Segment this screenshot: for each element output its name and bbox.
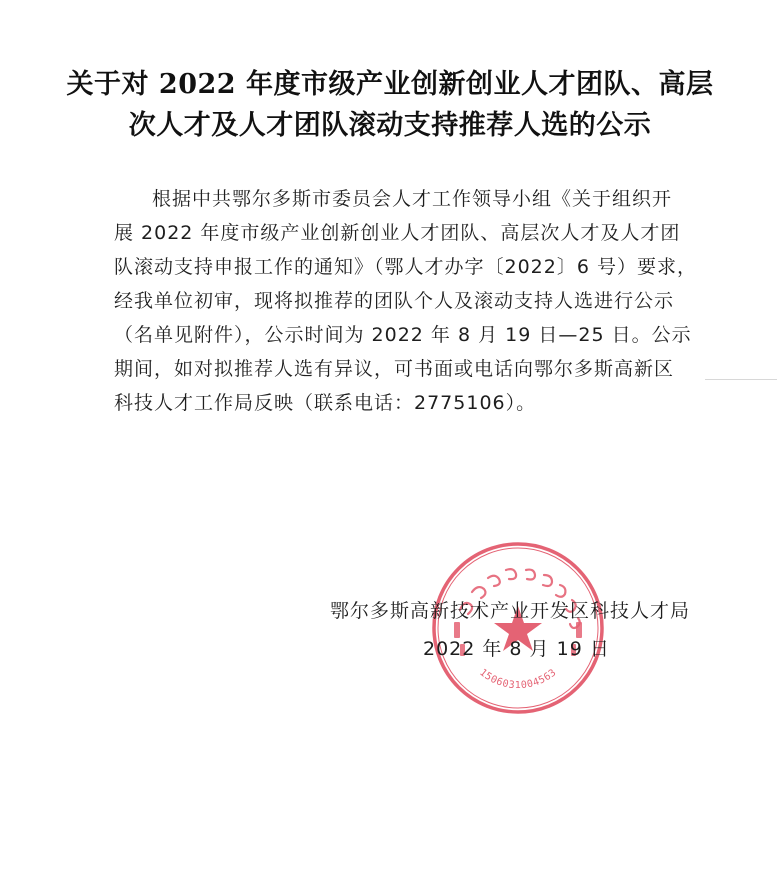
issue-date: 2022 年 8 月 19 日: [423, 638, 610, 660]
issuing-organization: 鄂尔多斯高新技术产业开发区科技人才局: [329, 600, 690, 622]
notice-body: [114, 182, 704, 420]
body-line-7: 科技人才工作局反映（联系电话：2775106）。: [114, 392, 537, 414]
svg-text:1506031004563: [477, 667, 559, 691]
title-line-1: 关于对 2022 年度市级产业创新创业人才团队、高层: [66, 69, 714, 100]
body-line-2: 展 2022 年度市级产业创新创业人才团队、高层次人才及人才团: [114, 222, 681, 244]
body-line-6: 期间，如对拟推荐人选有异议，可书面或电话向鄂尔多斯高新区: [114, 358, 675, 380]
body-line-5: （名单见附件），公示时间为 2022 年 8 月 19 日—25 日。公示: [114, 324, 692, 346]
scan-artifact-line: [705, 379, 777, 380]
body-line-1: 根据中共鄂尔多斯市委员会人才工作领导小组《关于组织开: [152, 188, 673, 210]
document-title: [60, 64, 720, 146]
title-line-2: 次人才及人才团队滚动支持推荐人选的公示: [128, 110, 652, 141]
body-line-3: 队滚动支持申报工作的通知》（鄂人才办字〔2022〕6 号）要求，: [114, 256, 697, 278]
body-line-4: 经我单位初审，现将拟推荐的团队个人及滚动支持人选进行公示: [114, 290, 675, 312]
seal-serial-number: 1506031004563: [477, 667, 559, 692]
